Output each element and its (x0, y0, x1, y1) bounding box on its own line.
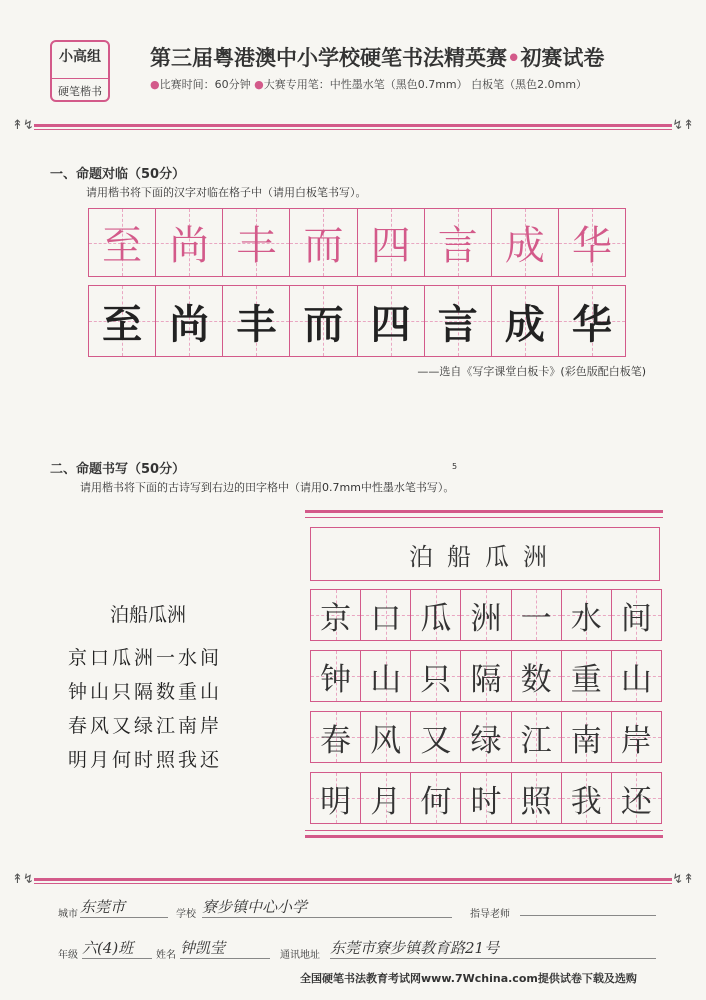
grid-cell (562, 773, 612, 823)
address-label: 通讯地址 (280, 950, 320, 961)
grid-cell (361, 651, 411, 701)
bullet-dot: ● (254, 78, 264, 91)
grid-cell (461, 590, 511, 640)
model-char: 言 (437, 223, 478, 269)
grid-cell (612, 712, 661, 762)
grid-cell (89, 286, 156, 356)
grid-cell (223, 209, 290, 276)
grade-field[interactable]: 六(4)班 (82, 937, 152, 959)
written-char: 而 (303, 300, 344, 348)
poem-line: 春风又绿江南岸 (68, 715, 223, 737)
grid-cell (512, 773, 562, 823)
written-char: 华 (571, 300, 612, 348)
grid-cell (361, 590, 411, 640)
grid-cell (559, 209, 625, 276)
written-char: 重 (570, 661, 602, 698)
model-char-row (88, 208, 626, 277)
grid-cell (425, 286, 492, 356)
grid-cell (311, 712, 361, 762)
grid-cell (290, 209, 357, 276)
written-char: 月 (370, 783, 402, 820)
footer-divider (12, 872, 694, 887)
grid-cell (311, 590, 361, 640)
written-char: 水 (570, 600, 602, 637)
poem-title: 泊船瓜洲 (110, 604, 187, 626)
written-char: 言 (437, 300, 478, 348)
written-char: 何 (420, 783, 452, 820)
written-char: 瓜 (420, 600, 452, 637)
written-char: 山 (370, 661, 402, 698)
grid-cell (512, 590, 562, 640)
written-char: 绿 (470, 722, 502, 759)
grid-cell (361, 773, 411, 823)
written-char: 钟 (320, 661, 352, 698)
written-char: 春 (320, 722, 352, 759)
written-char-row (88, 285, 626, 357)
written-char: 山 (620, 661, 652, 698)
exam-time: 比赛时间：60分钟 (159, 78, 251, 91)
teacher-label: 指导老师 (470, 909, 510, 920)
badge-category: 硬笔楷书 (52, 78, 108, 99)
city-label: 城市 (58, 909, 78, 920)
written-char: 照 (520, 783, 552, 820)
source-note: ——选自《写字课堂白板卡》(彩色版配白板笔) (417, 365, 646, 378)
ornament-right-icon: ↯↟ (672, 118, 694, 133)
model-char: 尚 (169, 223, 210, 269)
written-char: 南 (570, 722, 602, 759)
grid-cell (492, 209, 559, 276)
grid-cell (358, 286, 425, 356)
header-divider (12, 118, 694, 133)
grid-cell (612, 651, 661, 701)
exam-subtitle (150, 76, 587, 92)
grid-cell (512, 712, 562, 762)
ornament-left-icon: ↟↯ (12, 118, 34, 133)
written-char: 还 (620, 783, 652, 820)
bullet-dot: ● (150, 78, 160, 91)
written-char: 岸 (620, 722, 652, 759)
grid-cell (612, 590, 661, 640)
exam-title (150, 42, 604, 72)
written-char: 洲 (470, 600, 502, 637)
grid-cell (461, 773, 511, 823)
written-char: 只 (420, 661, 452, 698)
grid-cell (512, 651, 562, 701)
written-char: 隔 (470, 661, 502, 698)
grid-cell (411, 712, 461, 762)
grid-cell (223, 286, 290, 356)
writing-box-top-border (305, 510, 663, 518)
tianzige-row (310, 650, 662, 702)
grid-cell (89, 209, 156, 276)
grid-cell (156, 209, 223, 276)
grid-cell (425, 209, 492, 276)
ornament-right-icon: ↯↟ (672, 872, 694, 887)
written-char: 数 (520, 661, 552, 698)
model-char: 华 (571, 223, 612, 269)
poem-line: 京口瓜洲一水间 (68, 647, 223, 669)
page-mark: 5 (452, 462, 458, 471)
grid-cell (461, 712, 511, 762)
model-char: 成 (504, 223, 545, 269)
school-label: 学校 (176, 909, 196, 920)
grid-cell (612, 773, 661, 823)
name-label: 姓名 (156, 950, 176, 961)
grid-cell (156, 286, 223, 356)
written-char: 风 (370, 722, 402, 759)
written-char: 京 (320, 600, 352, 637)
footer-credit: 全国硬笔书法教育考试网www.7Wchina.com提供试卷下载及选购 (300, 972, 637, 985)
section1-heading: 一、命题对临（50分） (50, 167, 186, 182)
exam-title-main: 第三届粤港澳中小学校硬笔书法精英赛 (150, 46, 507, 70)
model-char: 丰 (236, 223, 277, 269)
written-char: 明 (320, 783, 352, 820)
written-char: 一 (520, 600, 552, 637)
model-char: 四 (370, 223, 411, 269)
written-char: 丰 (236, 300, 277, 348)
grid-cell (492, 286, 559, 356)
written-char: 我 (570, 783, 602, 820)
poem-line: 钟山只隔数重山 (68, 681, 223, 703)
title-dot: • (507, 46, 521, 70)
grid-cell (361, 712, 411, 762)
written-char: 四 (370, 300, 411, 348)
written-char: 至 (102, 300, 143, 348)
name-field[interactable]: 钟凯莹 (180, 937, 270, 959)
grid-cell (290, 286, 357, 356)
address-field[interactable]: 东莞市寮步镇教育路21号 (330, 937, 656, 959)
grade-label: 年级 (58, 950, 78, 961)
pen-requirement: 大赛专用笔：中性墨水笔（黑色0.7mm） 白板笔（黑色2.0mm） (263, 78, 588, 91)
model-char: 至 (102, 223, 143, 269)
written-poem-title: 泊船瓜洲 (310, 527, 660, 581)
tianzige-row (310, 589, 662, 641)
writing-box-bottom-border (305, 830, 663, 838)
written-char: 成 (504, 300, 545, 348)
grid-cell (562, 590, 612, 640)
written-char: 江 (520, 722, 552, 759)
ornament-left-icon: ↟↯ (12, 872, 34, 887)
grid-cell (562, 651, 612, 701)
grid-cell (358, 209, 425, 276)
section1-instruction: 请用楷书将下面的汉字对临在格子中（请用白板笔书写）。 (86, 186, 367, 199)
grid-cell (559, 286, 625, 356)
school-field[interactable]: 寮步镇中心小学 (202, 896, 452, 918)
group-badge (50, 40, 110, 102)
teacher-field[interactable] (520, 896, 656, 916)
section2-instruction: 请用楷书将下面的古诗写到右边的田字格中（请用0.7mm中性墨水笔书写）。 (80, 481, 455, 494)
poem-line: 明月何时照我还 (68, 749, 223, 771)
city-field[interactable]: 东莞市 (80, 896, 168, 918)
model-char: 而 (303, 223, 344, 269)
written-char: 间 (620, 600, 652, 637)
written-char: 尚 (169, 300, 210, 348)
grid-cell (411, 590, 461, 640)
grid-cell (311, 773, 361, 823)
exam-title-suffix: 初赛试卷 (520, 46, 605, 70)
section2-heading: 二、命题书写（50分） (50, 462, 186, 477)
badge-group: 小高组 (59, 49, 101, 65)
grid-cell (562, 712, 612, 762)
written-char: 口 (370, 600, 402, 637)
tianzige-row (310, 711, 662, 763)
written-char: 时 (470, 783, 502, 820)
written-char: 又 (420, 722, 452, 759)
grid-cell (411, 773, 461, 823)
grid-cell (411, 651, 461, 701)
grid-cell (311, 651, 361, 701)
grid-cell (461, 651, 511, 701)
tianzige-row (310, 772, 662, 824)
